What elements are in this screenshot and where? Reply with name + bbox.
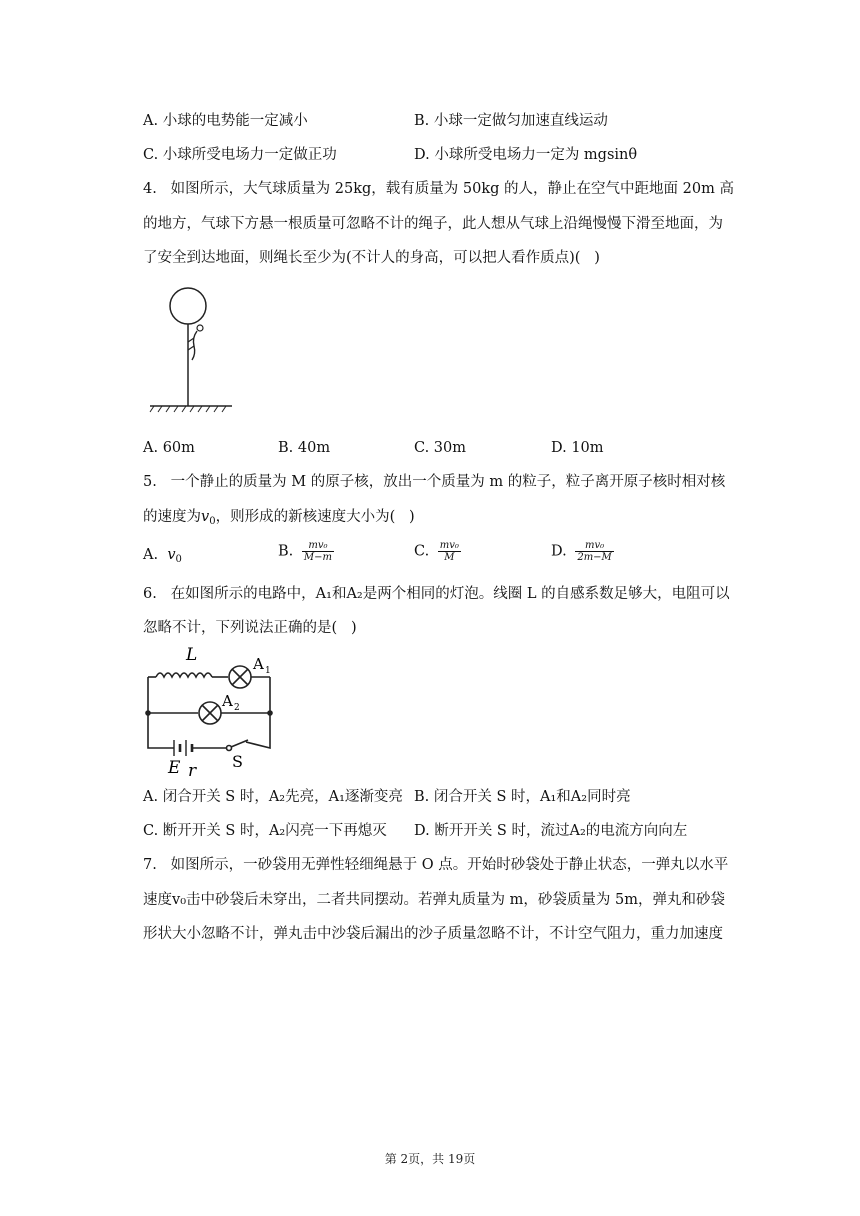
q3-option-a: A. 小球的电势能一定减小 bbox=[143, 113, 308, 129]
fraction-numerator: mv₀ bbox=[439, 540, 459, 551]
q6-option-c: C. 断开开关 S 时，A₂闪亮一下再熄灭 bbox=[143, 823, 387, 839]
q6-option-d: D. 断开开关 S 时，流过A₂的电流方向向左 bbox=[414, 823, 688, 839]
q6-text-line2: 忽略不计，下列说法正确的是( ) bbox=[143, 620, 357, 636]
q4-text-line3: 了安全到达地面，则绳长至少为(不计人的身高，可以把人看作质点)( ) bbox=[143, 250, 600, 266]
q5-option-d bbox=[551, 540, 614, 563]
q5-option-a-label: A. bbox=[143, 547, 159, 563]
circuit-diagram bbox=[138, 644, 288, 780]
q6-option-a: A. 闭合开关 S 时，A₂先亮，A₁逐渐变亮 bbox=[143, 789, 403, 805]
q7-text-line3: 形状大小忽略不计，弹丸击中沙袋后漏出的沙子质量忽略不计，不计空气阻力，重力加速度 bbox=[143, 926, 723, 942]
q5-text-line2 bbox=[143, 507, 415, 532]
fraction-numerator: mv₀ bbox=[302, 540, 334, 552]
label-switch-s: S bbox=[232, 752, 243, 771]
q5-option-a bbox=[143, 545, 182, 570]
label-lamp-a2: A bbox=[222, 692, 233, 710]
fraction-numerator: mv₀ bbox=[575, 540, 613, 552]
q4-text-line1: 4. 如图所示，大气球质量为 25kg，载有质量为 50kg 的人，静止在空气中距地面 20m 高 bbox=[143, 181, 734, 197]
label-lamp-a1: A bbox=[253, 655, 264, 673]
label-emf-e: E bbox=[168, 758, 181, 778]
q5-text-suffix: ，则形成的新核速度大小为( ) bbox=[215, 509, 415, 525]
q4-option-d: D. 10m bbox=[551, 440, 604, 456]
q3-option-c: C. 小球所受电场力一定做正功 bbox=[143, 147, 337, 163]
label-lamp-a1-sub: 1 bbox=[265, 666, 271, 676]
q5-var-sub: 0 bbox=[209, 516, 216, 527]
label-resistance-r: r bbox=[188, 761, 197, 780]
q7-text-line2: 速度v₀击中砂袋后未穿出，二者共同摆动。若弹丸质量为 m，砂袋质量为 5m，弹丸和砂袋 bbox=[143, 892, 725, 908]
fraction-denominator: M bbox=[444, 552, 455, 563]
q5-option-a-var: v bbox=[167, 547, 176, 563]
q5-option-c-fraction bbox=[438, 540, 461, 563]
label-lamp-a2-sub: 2 bbox=[234, 703, 240, 713]
q6-text-line1: 6. 在如图所示的电路中，A₁和A₂是两个相同的灯泡。线圈 L 的自感系数足够大，电阻可以 bbox=[143, 586, 730, 602]
q5-option-a-sub: 0 bbox=[175, 554, 182, 565]
q6-option-b: B. 闭合开关 S 时，A₁和A₂同时亮 bbox=[414, 789, 631, 805]
q5-var-v: v bbox=[201, 509, 210, 525]
q4-text-line2: 的地方，气球下方悬一根质量可忽略不计的绳子，此人想从气球上沿绳慢慢下滑至地面，为 bbox=[143, 216, 723, 232]
q5-option-b-fraction bbox=[302, 540, 334, 563]
q5-text-line1: 5. 一个静止的质量为 M 的原子核，放出一个质量为 m 的粒子，粒子离开原子核时相对核 bbox=[143, 474, 726, 490]
q5-text-prefix: 的速度为 bbox=[143, 509, 201, 525]
label-inductor-l: L bbox=[186, 645, 198, 665]
q5-option-b-label: B. bbox=[278, 543, 294, 560]
q5-option-c bbox=[414, 540, 461, 563]
q5-option-b bbox=[278, 540, 334, 563]
balloon-figure bbox=[148, 284, 238, 414]
q5-option-c-label: C. bbox=[414, 543, 430, 560]
q7-text-line1: 7. 如图所示，一砂袋用无弹性轻细绳悬于 O 点。开始时砂袋处于静止状态，一弹丸以水平 bbox=[143, 857, 729, 873]
q4-option-c: C. 30m bbox=[414, 440, 466, 456]
q3-option-b: B. 小球一定做匀加速直线运动 bbox=[414, 113, 608, 129]
fraction-denominator: 2m−M bbox=[577, 552, 612, 563]
q4-option-b: B. 40m bbox=[278, 440, 331, 456]
q3-option-d: D. 小球所受电场力一定为 mgsinθ bbox=[414, 147, 638, 163]
q4-option-a: A. 60m bbox=[143, 440, 195, 456]
fraction-denominator: M−m bbox=[303, 552, 332, 563]
q5-option-d-fraction bbox=[575, 540, 613, 563]
q5-option-d-label: D. bbox=[551, 543, 567, 560]
page-number-footer: 第 2页，共 19页 bbox=[384, 1152, 476, 1166]
